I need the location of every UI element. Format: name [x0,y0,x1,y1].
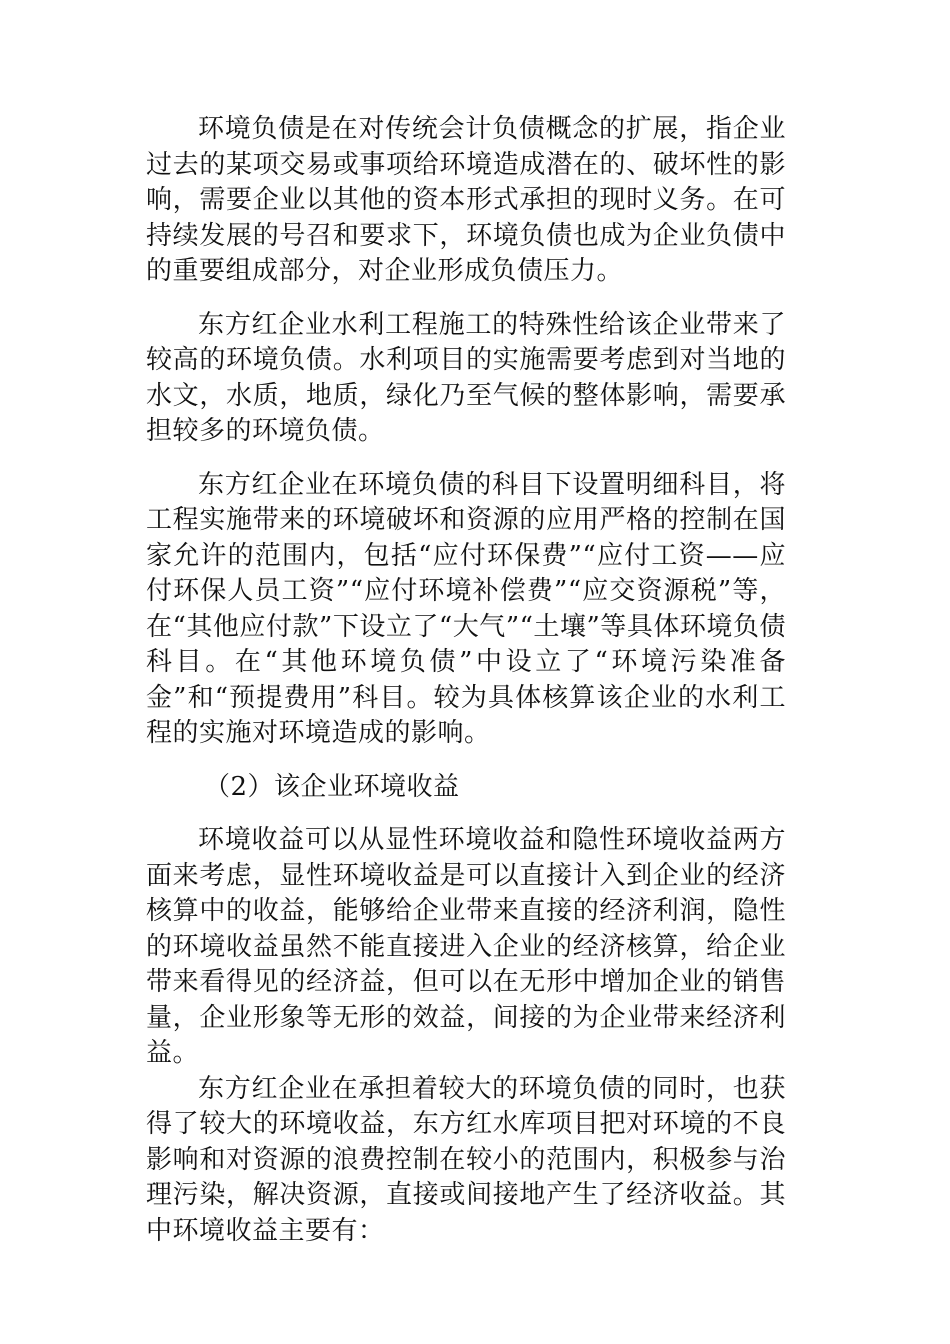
section-heading-environmental-income: （2）该企业环境收益 [204,771,460,802]
document-body [146,112,786,1249]
paragraph-dongfanghong-income: 东方红企业在承担着较大的环境负债的同时，也获得了较大的环境收益，东方红水库项目把对环境的不良影响和对资源的浪费控制在较小的范围内，积极参与治理污染，解决资源，直接或间接地产生了经济收益。其中环境收益主要有： [146,1073,786,1246]
paragraph-environmental-liability-definition: 环境负债是在对传统会计负债概念的扩展，指企业过去的某项交易或事项给环境造成潜在的、破坏性的影响，需要企业以其他的资本形式承担的现时义务。在可持续发展的号召和要求下，环境负债也成为企业负债中的重要组成部分，对企业形成负债压力。 [146,114,786,286]
paragraph-dongfanghong-liability: 东方红企业水利工程施工的特殊性给该企业带来了较高的环境负债。水利项目的实施需要考虑到对当地的水文，水质，地质，绿化乃至气候的整体影响，需要承担较多的环境负债。 [146,309,786,446]
paragraph-environmental-income-definition: 环境收益可以从显性环境收益和隐性环境收益两方面来考虑，显性环境收益是可以直接计入到企业的经济核算中的收益，能够给企业带来直接的经济利润，隐性的环境收益虽然不能直接进入企业的经济核算，给企业带来看得见的经济益，但可以在无形中增加企业的销售量，企业形象等无形的效益，间接的为企业带来经济利益。 [146,825,786,1068]
paragraph-liability-accounts: 东方红企业在环境负债的科目下设置明细科目，将工程实施带来的环境破坏和资源的应用严格的控制在国家允许的范围内，包括“应付环保费”“应付工资——应付环保人员工资”“应付环境补偿费”“应交资源税”等，在“其他应付款”下设立了“大气”“土壤”等具体环境负债科目。在“其他环境负债”中设立了“环境污染准备金”和“预提费用”科目。较为具体核算该企业的水利工程的实施对环境造成的影响。 [146,469,786,748]
